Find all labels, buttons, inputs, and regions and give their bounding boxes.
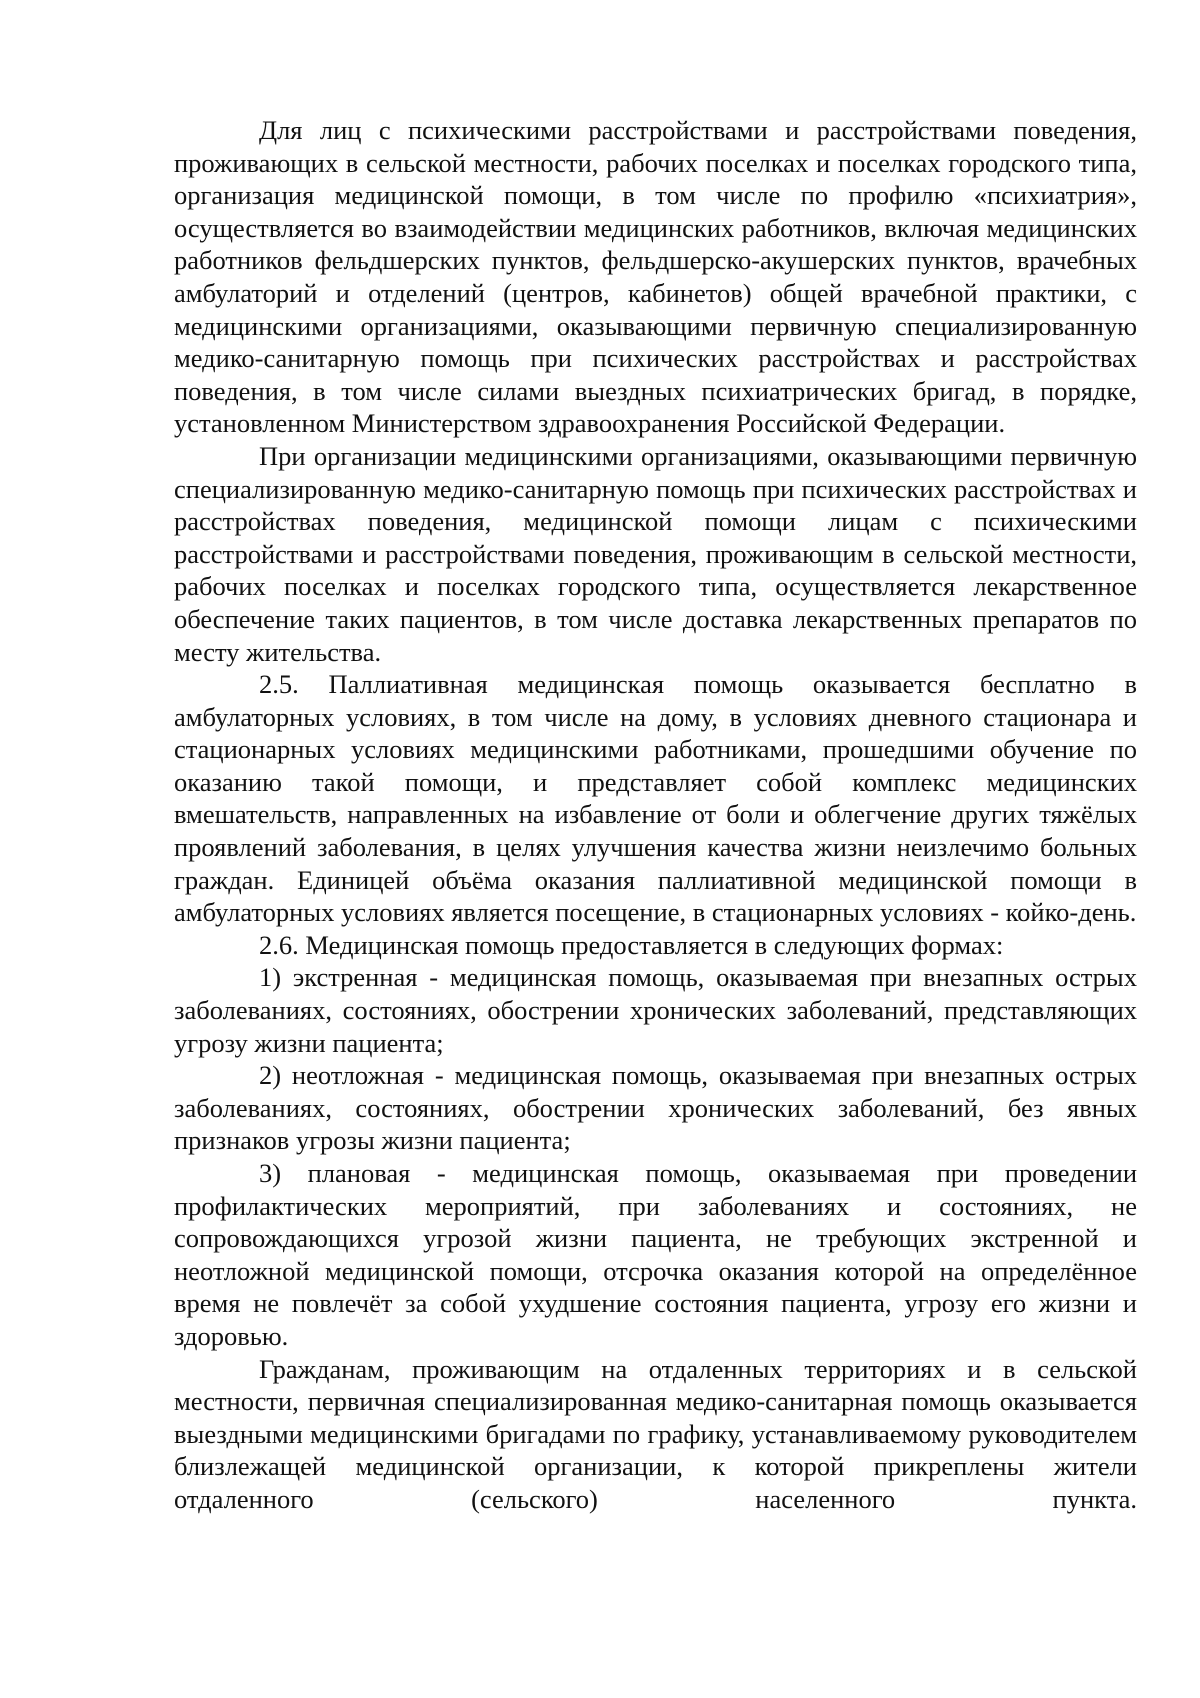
paragraph-remote-territories: Гражданам, проживающим на отдаленных территориях и в сельской местности, первичная специализированная медико-санитарная помощь оказывается выездными медицинскими бригадами по графику, устанавливаемому руководителем близлежащей медицинской организации, к которой прикреплены жители отдаленного (сельского) населенного пункта.: [174, 1353, 1137, 1514]
paragraph-forms-intro: 2.6. Медицинская помощь предоставляется в следующих формах:: [259, 929, 1004, 960]
paragraph-palliative-care: 2.5. Паллиативная медицинская помощь оказывается бесплатно в амбулаторных условиях, в том числе на дому, в условиях дневного стационара и стационарных условиях медицинскими работниками, прошедшими обучение по оказанию такой помощи, и представляет собой комплекс медицинских вмешательств, направленных на избавление от боли и облегчение других тяжёлых проявлений заболевания, в целях улучшения качества жизни неизлечимо больных граждан. Единицей объёма оказания паллиативной медицинской помощи в амбулаторных условиях является посещение, в стационарных условиях - койко-день.: [174, 669, 1137, 928]
document-body: [174, 114, 1137, 1516]
paragraph-form-planned: 3) плановая - медицинская помощь, оказываемая при проведении профилактических мероприятий, при заболеваниях и состояниях, не сопровождающихся угрозой жизни пациента, не требующих экстренной и неотложной медицинской помощи, отсрочка оказания которой на определённое время не повлечёт за собой ухудшение состояния пациента, угрозу его жизни и здоровью.: [174, 1158, 1137, 1351]
paragraph-psychiatric-rural-care: Для лиц с психическими расстройствами и расстройствами поведения, проживающих в сельской местности, рабочих поселках и поселках городского типа, организация медицинской помощи, в том числе по профилю «психиатрия», осуществляется во взаимодействии медицинских работников, включая медицинских работников фельдшерских пунктов, фельдшерско-акушерских пунктов, врачебных амбулаторий и отделений (центров, кабинетов) общей врачебной практики, с медицинскими организациями, оказывающими первичную специализированную медико-санитарную помощь при психических расстройствах и расстройствах поведения, в том числе силами выездных психиатрических бригад, в порядке, установленном Министерством здравоохранения Российской Федерации.: [174, 115, 1137, 439]
paragraph-form-emergency: 1) экстренная - медицинская помощь, оказываемая при внезапных острых заболеваниях, состояниях, обострении хронических заболеваний, представляющих угрозу жизни пациента;: [174, 962, 1137, 1058]
paragraph-form-urgent: 2) неотложная - медицинская помощь, оказываемая при внезапных острых заболеваниях, состояниях, обострении хронических заболеваний, без явных признаков угрозы жизни пациента;: [174, 1060, 1137, 1156]
paragraph-medication-supply: При организации медицинскими организациями, оказывающими первичную специализированную медико-санитарную помощь при психических расстройствах и расстройствах поведения, медицинской помощи лицам с психическими расстройствами и расстройствами поведения, проживающим в сельской местности, рабочих поселках и поселках городского типа, осуществляется лекарственное обеспечение таких пациентов, в том числе доставка лекарственных препаратов по месту жительства.: [174, 440, 1137, 667]
